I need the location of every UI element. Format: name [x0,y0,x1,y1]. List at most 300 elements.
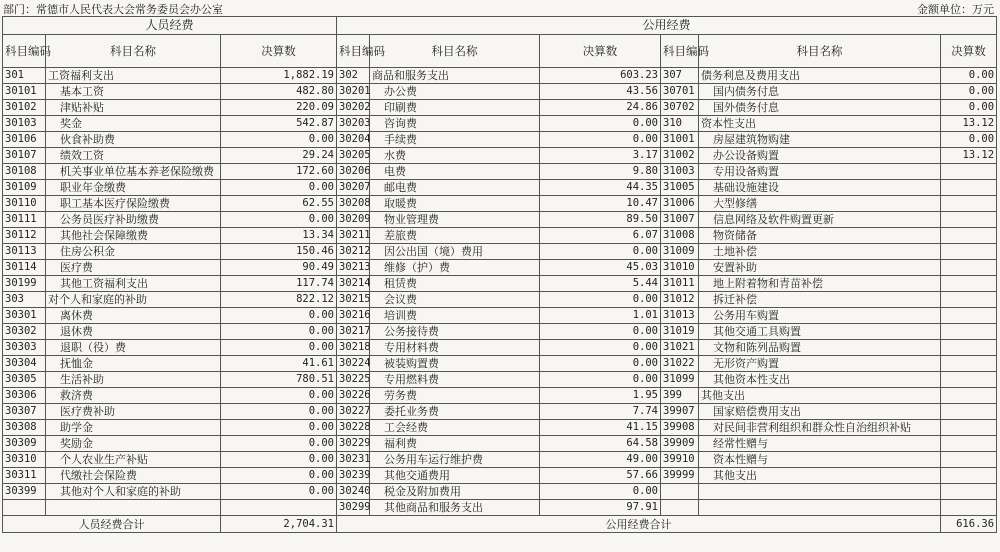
cell-code: 30202 [337,100,370,116]
cell-amount [941,212,997,228]
cell-amount: 0.00 [221,340,337,356]
cell-amount [941,436,997,452]
cell-amount: 0.00 [540,372,661,388]
cell-name: 国外债务付息 [699,100,941,116]
cell-name: 国家赔偿费用支出 [699,404,941,420]
cell-amount: 49.00 [540,452,661,468]
table-row [3,292,997,308]
cell-name: 离休费 [46,308,221,324]
cell-name: 国内债务付息 [699,84,941,100]
cell-code: 31013 [661,308,699,324]
cell-code: 30229 [337,436,370,452]
cell-amount [941,500,997,516]
col-header-amount: 决算数 [941,35,997,68]
cell-name: 专用设备购置 [699,164,941,180]
cell-amount [941,308,997,324]
cell-name: 对民间非营利组织和群众性自治组织补贴 [699,420,941,436]
cell-amount: 0.00 [221,180,337,196]
table-row [3,452,997,468]
cell-code: 31022 [661,356,699,372]
cell-name: 其他商品和服务支出 [370,500,540,516]
cell-code: 30212 [337,244,370,260]
cell-code: 30226 [337,388,370,404]
col-header-code: 科目编码 [661,35,699,68]
cell-amount [941,244,997,260]
cell-amount: 90.49 [221,260,337,276]
cell-name: 其他资本性支出 [699,372,941,388]
col-header-amount: 决算数 [221,35,337,68]
cell-amount: 822.12 [221,292,337,308]
cell-name: 其他支出 [699,388,941,404]
cell-amount: 29.24 [221,148,337,164]
table-row [3,388,997,404]
table-row [3,324,997,340]
cell-amount [941,468,997,484]
cell-amount: 0.00 [221,420,337,436]
cell-name: 职业年金缴费 [46,180,221,196]
col-header-name: 科目名称 [46,35,221,68]
cell-code: 310 [661,116,699,132]
cell-name [699,500,941,516]
cell-code: 30304 [3,356,46,372]
cell-code: 30303 [3,340,46,356]
cell-name: 其他交通工具购置 [699,324,941,340]
table-row [3,100,997,116]
section-title-public: 公用经费 [337,17,997,35]
cell-code: 39999 [661,468,699,484]
cell-amount: 0.00 [941,68,997,84]
cell-amount [941,388,997,404]
cell-amount: 0.00 [221,436,337,452]
cell-amount: 0.00 [540,484,661,500]
cell-name: 取暖费 [370,196,540,212]
cell-code: 30239 [337,468,370,484]
cell-name: 邮电费 [370,180,540,196]
sheet-header [0,0,1000,16]
cell-name: 专用材料费 [370,340,540,356]
table-row [3,420,997,436]
cell-name: 机关事业单位基本养老保险缴费 [46,164,221,180]
cell-code: 30103 [3,116,46,132]
cell-amount: 44.35 [540,180,661,196]
cell-code: 30228 [337,420,370,436]
cell-name: 基础设施建设 [699,180,941,196]
cell-code: 30114 [3,260,46,276]
cell-name: 退职（役）费 [46,340,221,356]
cell-name: 资本性支出 [699,116,941,132]
cell-name: 印刷费 [370,100,540,116]
cell-name: 电费 [370,164,540,180]
cell-name: 专用燃料费 [370,372,540,388]
cell-code: 31005 [661,180,699,196]
cell-name: 代缴社会保险费 [46,468,221,484]
cell-amount: 542.87 [221,116,337,132]
table-row [3,468,997,484]
expense-table [2,16,997,533]
cell-name: 因公出国（境）费用 [370,244,540,260]
cell-code: 30240 [337,484,370,500]
cell-amount: 0.00 [221,404,337,420]
cell-name: 其他社会保障缴费 [46,228,221,244]
cell-code: 30227 [337,404,370,420]
cell-amount: 0.00 [221,484,337,500]
table-row [3,116,997,132]
cell-name: 被装购置费 [370,356,540,372]
cell-name: 办公设备购置 [699,148,941,164]
cell-code: 30113 [3,244,46,260]
cell-name: 医疗费补助 [46,404,221,420]
cell-name: 福利费 [370,436,540,452]
cell-amount: 150.46 [221,244,337,260]
table-row [3,340,997,356]
cell-name: 绩效工资 [46,148,221,164]
cell-code: 30209 [337,212,370,228]
table-row [3,276,997,292]
cell-amount: 0.00 [540,244,661,260]
cell-code: 30106 [3,132,46,148]
cell-amount [941,260,997,276]
cell-name: 抚恤金 [46,356,221,372]
cell-amount: 0.00 [221,388,337,404]
cell-amount: 0.00 [941,84,997,100]
cell-code [661,500,699,516]
unit-label: 金额单位：万元 [917,3,994,16]
cell-amount: 1,882.19 [221,68,337,84]
table-row [3,132,997,148]
public-total-amount: 616.36 [941,516,997,533]
cell-name: 其他交通费用 [370,468,540,484]
cell-name: 工会经费 [370,420,540,436]
cell-amount [941,292,997,308]
cell-code: 30225 [337,372,370,388]
section-title-personnel: 人员经费 [3,17,337,35]
cell-code [661,484,699,500]
cell-code [3,500,46,516]
cell-amount: 41.15 [540,420,661,436]
cell-name: 税金及附加费用 [370,484,540,500]
cell-code: 30214 [337,276,370,292]
cell-name: 物资储备 [699,228,941,244]
cell-name: 个人农业生产补贴 [46,452,221,468]
cell-amount [941,228,997,244]
cell-amount: 13.34 [221,228,337,244]
cell-name: 住房公积金 [46,244,221,260]
cell-name: 其他支出 [699,468,941,484]
cell-code: 30302 [3,324,46,340]
cell-code: 30399 [3,484,46,500]
cell-name: 基本工资 [46,84,221,100]
table-row [3,196,997,212]
cell-amount: 62.55 [221,196,337,212]
table-row [3,308,997,324]
cell-amount [941,164,997,180]
cell-code: 30305 [3,372,46,388]
cell-code: 30110 [3,196,46,212]
cell-code: 30218 [337,340,370,356]
cell-name: 伙食补助费 [46,132,221,148]
cell-code: 30107 [3,148,46,164]
col-header-name: 科目名称 [370,35,540,68]
table-row [3,404,997,420]
cell-amount: 0.00 [540,292,661,308]
cell-amount: 172.60 [221,164,337,180]
table-row [3,436,997,452]
cell-code: 30701 [661,84,699,100]
department-label: 部门：常德市人民代表大会常务委员会办公室 [3,3,223,16]
cell-code: 31099 [661,372,699,388]
cell-code: 30109 [3,180,46,196]
col-header-code: 科目编码 [337,35,370,68]
cell-amount: 5.44 [540,276,661,292]
cell-name: 公务用车运行维护费 [370,452,540,468]
cell-name: 公务接待费 [370,324,540,340]
cell-code: 39910 [661,452,699,468]
cell-code: 39908 [661,420,699,436]
cell-name: 奖励金 [46,436,221,452]
cell-name: 房屋建筑物购建 [699,132,941,148]
cell-code: 30207 [337,180,370,196]
cell-code: 31003 [661,164,699,180]
cell-code: 307 [661,68,699,84]
cell-amount: 220.09 [221,100,337,116]
cell-name: 办公费 [370,84,540,100]
cell-code: 39907 [661,404,699,420]
cell-name: 物业管理费 [370,212,540,228]
public-total-label: 公用经费合计 [337,516,941,533]
cell-code: 30213 [337,260,370,276]
cell-name: 会议费 [370,292,540,308]
table-row [3,356,997,372]
cell-code: 30215 [337,292,370,308]
cell-name: 租赁费 [370,276,540,292]
cell-amount: 0.00 [540,132,661,148]
cell-name: 助学金 [46,420,221,436]
cell-amount: 6.07 [540,228,661,244]
cell-amount: 7.74 [540,404,661,420]
cell-amount [941,484,997,500]
table-row [3,84,997,100]
cell-code: 30205 [337,148,370,164]
col-header-amount: 决算数 [540,35,661,68]
personnel-total-amount: 2,704.31 [221,516,337,533]
table-row [3,484,997,500]
cell-name: 救济费 [46,388,221,404]
cell-name: 文物和陈列品购置 [699,340,941,356]
cell-amount: 0.00 [540,116,661,132]
cell-code: 30702 [661,100,699,116]
cell-code: 31001 [661,132,699,148]
totals-row [3,516,997,533]
cell-code: 30309 [3,436,46,452]
cell-amount: 0.00 [221,452,337,468]
cell-name: 奖金 [46,116,221,132]
cell-code: 30102 [3,100,46,116]
cell-code: 303 [3,292,46,308]
cell-name: 医疗费 [46,260,221,276]
cell-code: 30206 [337,164,370,180]
cell-name: 债务利息及费用支出 [699,68,941,84]
cell-amount [941,404,997,420]
cell-code: 30299 [337,500,370,516]
cell-name: 工资福利支出 [46,68,221,84]
cell-name [46,500,221,516]
cell-name: 生活补助 [46,372,221,388]
cell-name: 委托业务费 [370,404,540,420]
cell-code: 30203 [337,116,370,132]
cell-name: 手续费 [370,132,540,148]
cell-amount: 45.03 [540,260,661,276]
cell-amount: 24.86 [540,100,661,116]
cell-code: 30311 [3,468,46,484]
cell-amount: 13.12 [941,116,997,132]
cell-amount [941,340,997,356]
cell-name: 信息网络及软件购置更新 [699,212,941,228]
cell-name: 水费 [370,148,540,164]
cell-amount [941,276,997,292]
cell-name: 培训费 [370,308,540,324]
cell-amount: 10.47 [540,196,661,212]
cell-code: 31021 [661,340,699,356]
cell-code: 31010 [661,260,699,276]
cell-amount: 0.00 [540,340,661,356]
cell-amount [941,356,997,372]
cell-code: 30111 [3,212,46,228]
cell-code: 30112 [3,228,46,244]
cell-name: 大型修缮 [699,196,941,212]
table-row [3,500,997,516]
cell-code: 30199 [3,276,46,292]
cell-name: 退休费 [46,324,221,340]
cell-amount [941,180,997,196]
cell-code: 30201 [337,84,370,100]
cell-amount: 43.56 [540,84,661,100]
table-row [3,372,997,388]
cell-code: 30231 [337,452,370,468]
table-row [3,164,997,180]
cell-name: 咨询费 [370,116,540,132]
table-row [3,180,997,196]
cell-name: 公务用车购置 [699,308,941,324]
cell-code: 30101 [3,84,46,100]
cell-amount: 117.74 [221,276,337,292]
cell-code: 30307 [3,404,46,420]
cell-code: 31009 [661,244,699,260]
cell-code: 302 [337,68,370,84]
table-row [3,244,997,260]
cell-name: 职工基本医疗保险缴费 [46,196,221,212]
cell-name: 差旅费 [370,228,540,244]
cell-code: 30211 [337,228,370,244]
cell-amount: 0.00 [221,212,337,228]
cell-code: 30306 [3,388,46,404]
cell-code: 30108 [3,164,46,180]
cell-name: 土地补偿 [699,244,941,260]
cell-amount: 0.00 [540,356,661,372]
cell-code: 31008 [661,228,699,244]
cell-name: 劳务费 [370,388,540,404]
cell-code: 30308 [3,420,46,436]
cell-code: 30224 [337,356,370,372]
cell-amount: 1.01 [540,308,661,324]
cell-amount: 13.12 [941,148,997,164]
table-row [3,212,997,228]
cell-amount: 0.00 [221,308,337,324]
cell-code: 30204 [337,132,370,148]
cell-code: 31011 [661,276,699,292]
cell-code: 30310 [3,452,46,468]
cell-amount: 97.91 [540,500,661,516]
table-row [3,260,997,276]
cell-amount: 603.23 [540,68,661,84]
cell-amount: 780.51 [221,372,337,388]
cell-amount [941,196,997,212]
cell-amount: 9.80 [540,164,661,180]
cell-code: 30216 [337,308,370,324]
cell-name: 维修（护）费 [370,260,540,276]
cell-amount: 89.50 [540,212,661,228]
cell-amount: 0.00 [540,324,661,340]
cell-name: 安置补助 [699,260,941,276]
cell-code: 39909 [661,436,699,452]
cell-name: 资本性赠与 [699,452,941,468]
cell-code: 30208 [337,196,370,212]
cell-name: 公务员医疗补助缴费 [46,212,221,228]
cell-name: 无形资产购置 [699,356,941,372]
cell-code: 30301 [3,308,46,324]
cell-code: 31007 [661,212,699,228]
cell-name: 商品和服务支出 [370,68,540,84]
cell-amount: 0.00 [941,100,997,116]
cell-amount [941,420,997,436]
cell-amount: 3.17 [540,148,661,164]
cell-amount: 57.66 [540,468,661,484]
cell-code: 31006 [661,196,699,212]
cell-amount: 41.61 [221,356,337,372]
personnel-total-label: 人员经费合计 [3,516,221,533]
cell-name: 地上附着物和青苗补偿 [699,276,941,292]
cell-amount: 0.00 [221,132,337,148]
col-header-code: 科目编码 [3,35,46,68]
cell-amount: 0.00 [221,324,337,340]
cell-code: 301 [3,68,46,84]
cell-name: 其他工资福利支出 [46,276,221,292]
cell-code: 30217 [337,324,370,340]
cell-amount: 482.80 [221,84,337,100]
cell-amount: 0.00 [941,132,997,148]
cell-name: 经常性赠与 [699,436,941,452]
col-header-name: 科目名称 [699,35,941,68]
cell-name [699,484,941,500]
cell-amount: 64.58 [540,436,661,452]
cell-amount: 0.00 [221,468,337,484]
cell-code: 399 [661,388,699,404]
table-row [3,68,997,84]
cell-code: 31019 [661,324,699,340]
cell-name: 拆迁补偿 [699,292,941,308]
cell-name: 津贴补贴 [46,100,221,116]
cell-amount [221,500,337,516]
table-row [3,148,997,164]
cell-name: 对个人和家庭的补助 [46,292,221,308]
cell-amount [941,372,997,388]
cell-code: 31012 [661,292,699,308]
cell-name: 其他对个人和家庭的补助 [46,484,221,500]
cell-code: 31002 [661,148,699,164]
cell-amount [941,452,997,468]
table-row [3,228,997,244]
cell-amount [941,324,997,340]
cell-amount: 1.95 [540,388,661,404]
